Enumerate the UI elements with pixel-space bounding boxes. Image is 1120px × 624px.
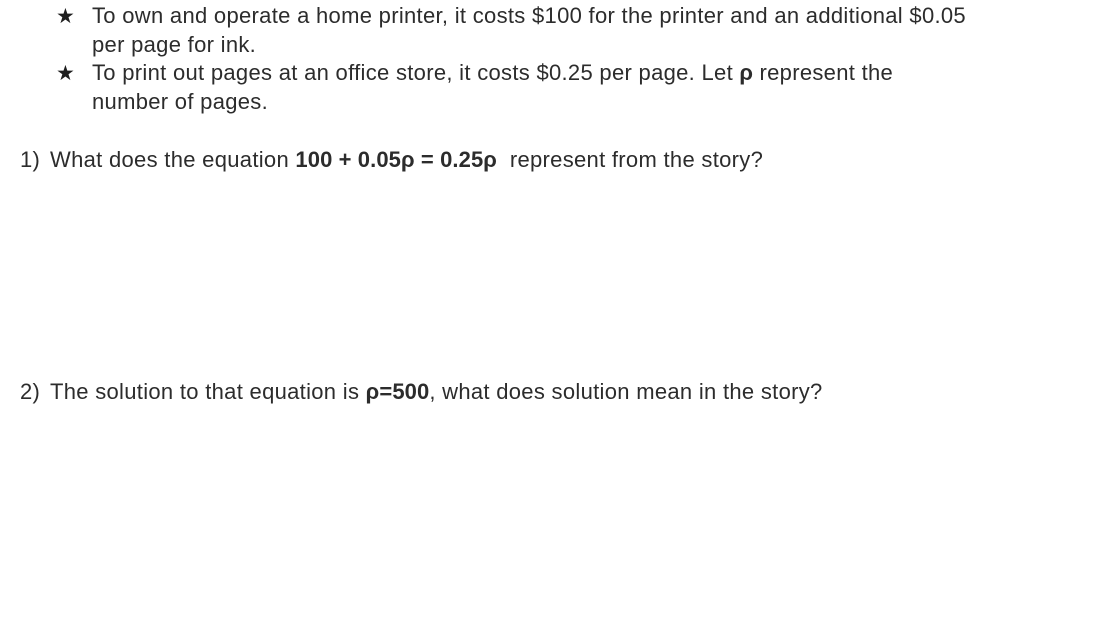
bullet-text-segment: per page for ink. (92, 31, 257, 57)
variable-rho: ρ (739, 60, 754, 85)
star-bullet-icon: ★ (56, 61, 76, 85)
question-text-segment: represent from the story? (497, 147, 764, 172)
bullet-line (92, 59, 1120, 88)
bullet-line (92, 31, 1120, 60)
bullet-text-segment: To print out pages at an office store, it costs $0.25 per page. Let (92, 60, 740, 85)
bullet-text-segment: number of pages. (92, 88, 269, 114)
bullet-text-office-store (92, 59, 1120, 116)
equation-text: 100 + 0.05ρ = 0.25ρ (295, 147, 498, 172)
bullet-line (92, 2, 1120, 31)
bullet-text-segment: To own and operate a home printer, it costs $100 for the printer and an additional $0.05 (92, 3, 966, 28)
question-2-number: 2) (20, 379, 41, 404)
question-2 (0, 378, 1120, 406)
question-2-text (0, 378, 1120, 406)
bullet-item-office-store (0, 59, 1120, 116)
solution-text: ρ=500 (365, 379, 430, 404)
question-text-segment: What does the equation (50, 147, 296, 172)
question-text-segment: The solution to that equation is (50, 379, 366, 404)
question-text-segment: , what does solution mean in the story? (429, 379, 823, 404)
bullet-item-home-printer (0, 2, 1120, 59)
question-1-text (0, 146, 1120, 174)
bullet-text-segment: represent the (753, 60, 894, 85)
story-bullet-list (0, 2, 1120, 116)
question-1 (0, 146, 1120, 174)
bullet-line (92, 88, 1120, 117)
bullet-text-home-printer (92, 2, 1120, 59)
question-1-number: 1) (20, 147, 41, 172)
star-bullet-icon: ★ (56, 4, 76, 28)
